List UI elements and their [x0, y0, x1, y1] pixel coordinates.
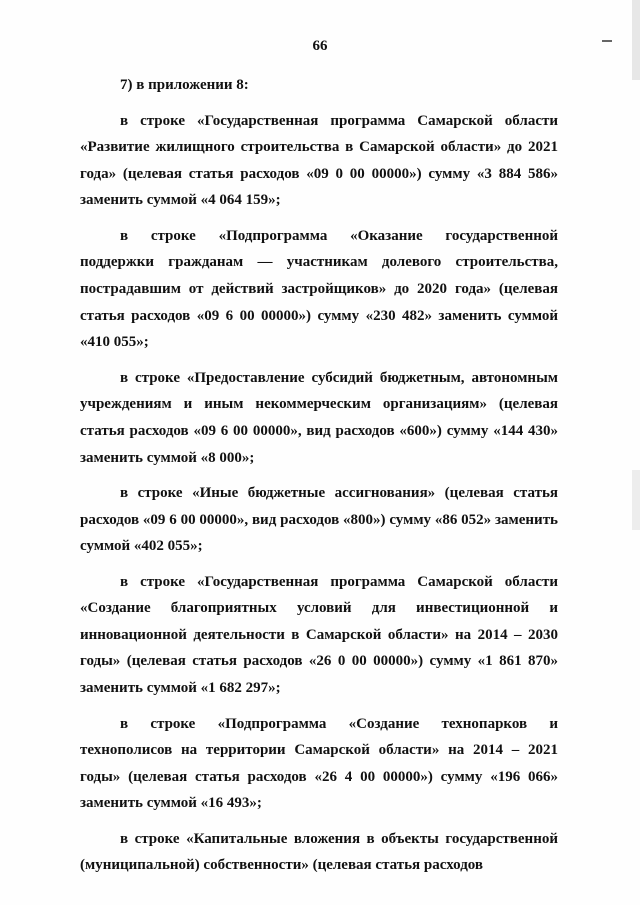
amendment-paragraph: в строке «Предоставление субсидий бюджетным, автономным учреждениям и иным некоммерческим организациям» (целевая статья расходов «09 6 00 00000», вид расходов «600») сумму «144 430» заменить суммой «8 000»; [80, 369, 558, 466]
amendment-paragraph: в строке «Капитальные вложения в объекты государственной (муниципальной) собственности» (целевая статья расходов [80, 830, 558, 874]
section-heading: 7) в приложении 8: [120, 77, 249, 93]
amendment-paragraph: в строке «Подпрограмма «Оказание государственной поддержки гражданам — участникам долевого строительства, пострадавшим от действий застройщиков» до 2020 года» (целевая статья расходов «09 6 00 00000») сумму «230 482» заменить суммой «410 055»; [80, 227, 558, 351]
amendment-paragraph: в строке «Государственная программа Самарской области «Развитие жилищного строительства в Самарской области» до 2021 года» (целевая статья расходов «09 0 00 00000») сумму «3 884 586» заменить суммой «4 064 159»; [80, 112, 558, 209]
document-body [80, 72, 558, 888]
amendment-paragraph: в строке «Государственная программа Самарской области «Создание благоприятных условий для инвестиционной и инновационной деятельности в Самарской области» на 2014 – 2030 годы» (целевая статья расходов «26 0 00 00000») сумму «1 861 870» заменить суммой «1 682 297»; [80, 573, 558, 697]
scan-edge-shadow [632, 470, 640, 530]
amendment-paragraph: в строке «Иные бюджетные ассигнования» (целевая статья расходов «09 6 00 00000», вид расходов «800») сумму «86 052» заменить суммой «402 055»; [80, 484, 558, 555]
page-number: 66 [312, 38, 328, 54]
amendment-paragraph: в строке «Подпрограмма «Создание технопарков и технополисов на территории Самарской области» на 2014 – 2021 годы» (целевая статья расходов «26 4 00 00000») сумму «196 066» заменить суммой «16 493»; [80, 715, 558, 812]
